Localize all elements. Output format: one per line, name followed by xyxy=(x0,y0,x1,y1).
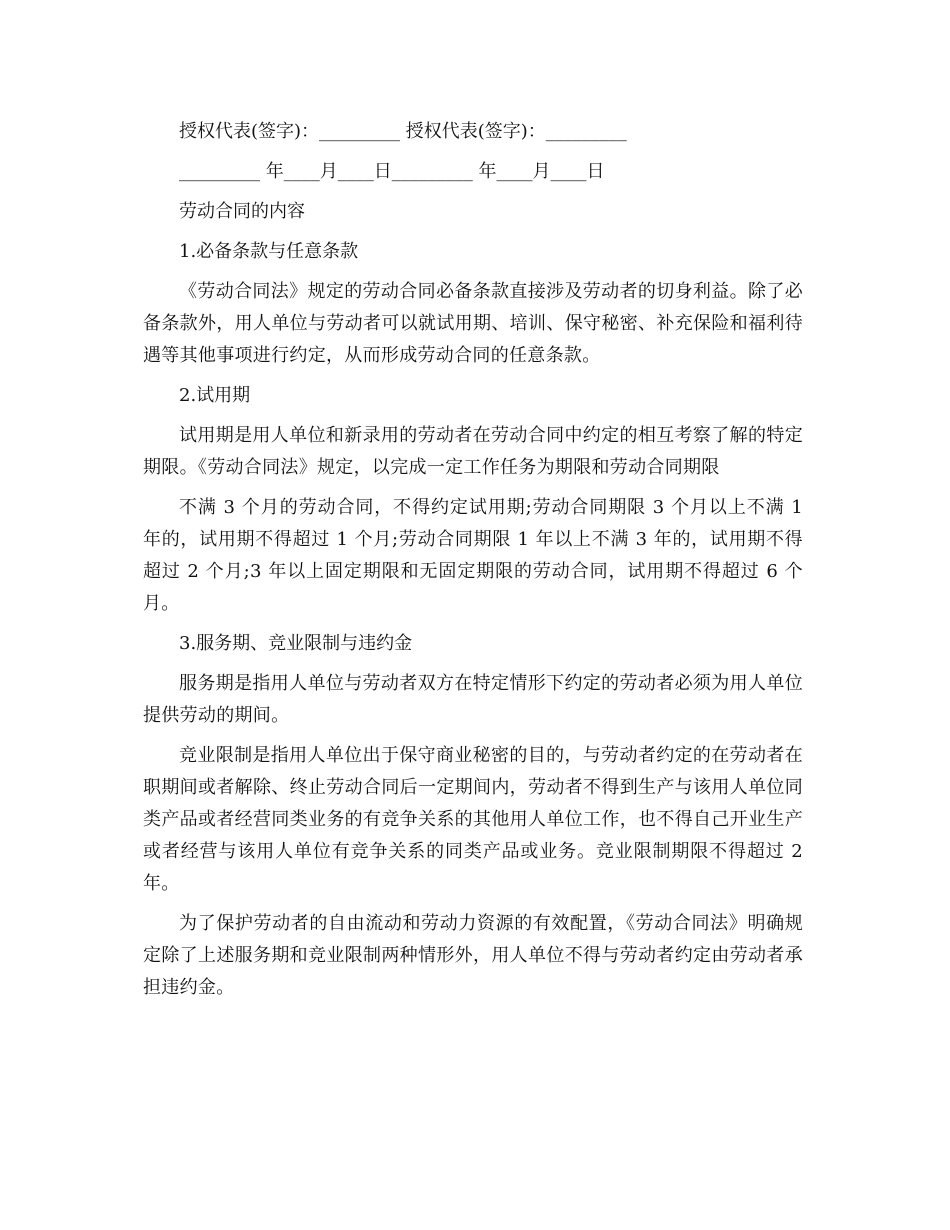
paragraph: 为了保护劳动者的自由流动和劳动力资源的有效配置，《劳动合同法》明确规定除了上述服务期和竞业限制两种情形外，用人单位不得与劳动者约定由劳动者承担违约金。 xyxy=(143,913,803,998)
paragraph: 《劳动合同法》规定的劳动合同必备条款直接涉及劳动者的切身利益。除了必备条款外，用人单位与劳动者可以就试用期、培训、保守秘密、补充保险和福利待遇等其他事项进行约定，从而形成劳动合同的任意条款。 xyxy=(143,281,803,366)
section-heading: 1.必备条款与任意条款 xyxy=(179,241,359,262)
document-body xyxy=(143,116,803,1012)
paragraph: 竞业限制是指用人单位出于保守商业秘密的目的，与劳动者约定的在劳动者在职期间或者解除、终止劳动合同后一定期间内，劳动者不得到生产与该用人单位同类产品或者经营同类业务的有竞争关系的其他用人单位工作，也不得自己开业生产或者经营与该用人单位有竞争关系的同类产品或业务。竞业限制期限不得超过 2 年。 xyxy=(143,745,803,894)
signature-line: 授权代表(签字)：_________ 授权代表(签字)：_________ xyxy=(179,121,627,142)
section-heading: 3.服务期、竞业限制与违约金 xyxy=(179,633,413,654)
paragraph: 试用期是用人单位和新录用的劳动者在劳动合同中约定的相互考察了解的特定期限。《劳动合同法》规定，以完成一定工作任务为期限和劳动合同期限 xyxy=(143,425,803,478)
paragraph: 服务期是指用人单位与劳动者双方在特定情形下约定的劳动者必须为用人单位提供劳动的期间。 xyxy=(143,673,803,726)
paragraph: 不满 3 个月的劳动合同，不得约定试用期;劳动合同期限 3 个月以上不满 1 年的，试用期不得超过 1 个月;劳动合同期限 1 年以上不满 3 年的，试用期不得超过 2 个月;3 年以上固定期限和无固定期限的劳动合同，试用期不得超过 6 个月。 xyxy=(143,497,803,614)
section-title: 劳动合同的内容 xyxy=(179,201,305,222)
section-heading: 2.试用期 xyxy=(179,385,251,406)
date-line: _________ 年____月____日_________ 年____月____日 xyxy=(179,161,605,182)
